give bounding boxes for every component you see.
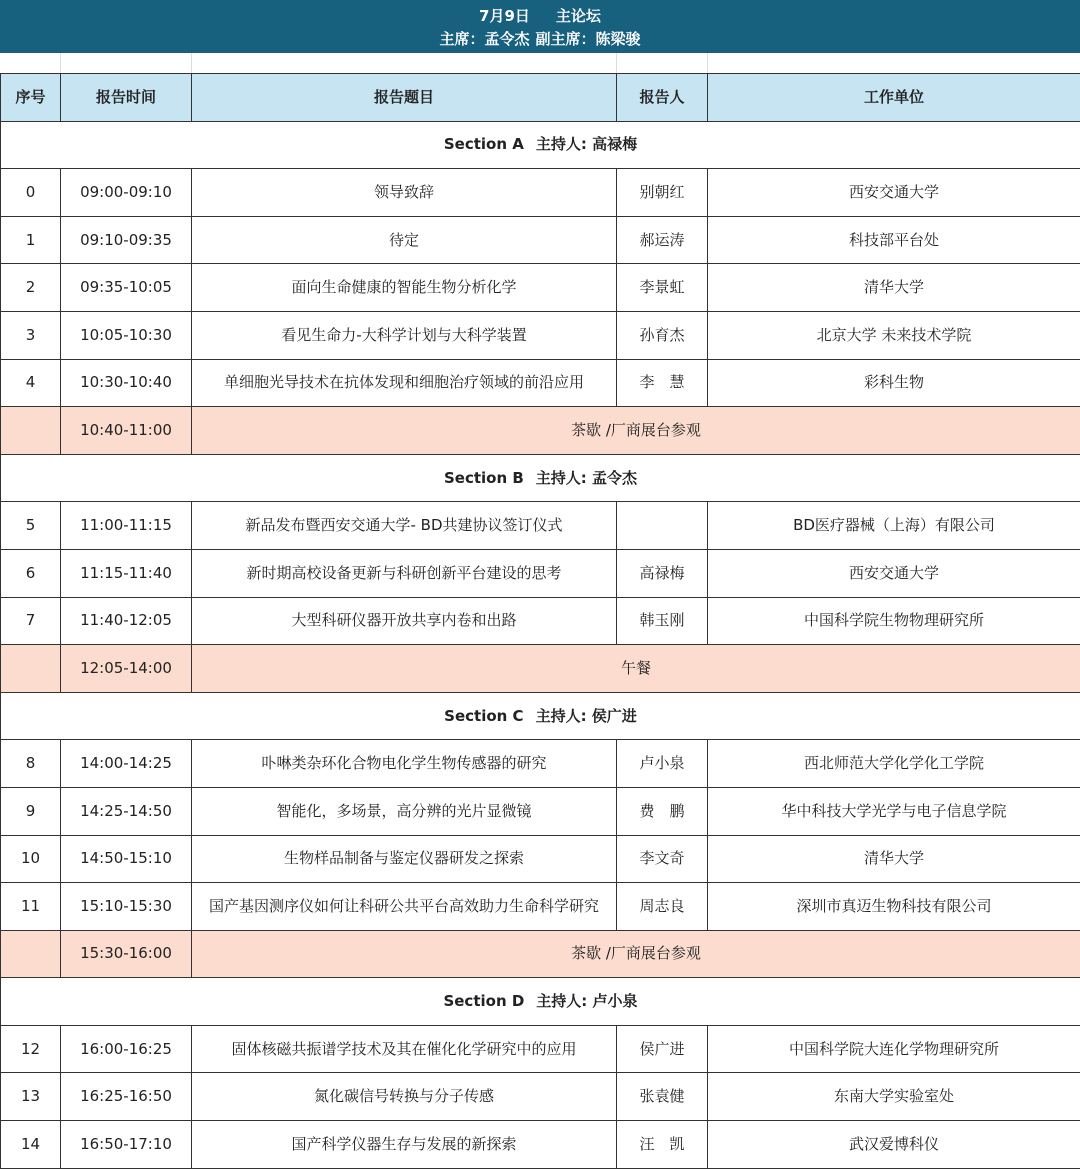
cell-org: 中国科学院生物物理研究所 (708, 597, 1080, 645)
cell-speaker: 韩玉刚 (617, 597, 708, 645)
section-label: Section D (443, 992, 524, 1010)
cell-org: 中国科学院大连化学物理研究所 (708, 1025, 1080, 1073)
section-host: 主持人: 卢小泉 (536, 992, 637, 1010)
cell-speaker: 别朝红 (617, 169, 708, 217)
break-no (1, 407, 61, 455)
section-host: 主持人: 高禄梅 (536, 135, 637, 153)
cell-title: 生物样品制备与鉴定仪器研发之探索 (192, 835, 617, 883)
cell-speaker: 费 鹏 (617, 787, 708, 835)
cell-time: 16:50-17:10 (61, 1121, 192, 1169)
cell-speaker: 孙育杰 (617, 311, 708, 359)
banner-date: 7月9日 (479, 7, 530, 25)
cell-title: 面向生命健康的智能生物分析化学 (192, 264, 617, 312)
cell-speaker: 李文奇 (617, 835, 708, 883)
cell-title: 固体核磁共振谱学技术及其在催化化学研究中的应用 (192, 1025, 617, 1073)
cell-no: 3 (1, 311, 61, 359)
cell-no: 0 (1, 169, 61, 217)
cell-no: 11 (1, 883, 61, 931)
cell-time: 10:05-10:30 (61, 311, 192, 359)
cell-org: 西安交通大学 (708, 549, 1080, 597)
cell-speaker: 李景虹 (617, 264, 708, 312)
break-label: 茶歇 /厂商展台参观 (192, 407, 1080, 455)
header-row (1, 74, 1080, 122)
banner-vice-chair: 副主席：陈梁骏 (536, 30, 641, 48)
cell-time: 11:00-11:15 (61, 502, 192, 550)
break-time: 15:30-16:00 (61, 930, 192, 978)
cell-org: 西北师范大学化学化工学院 (708, 740, 1080, 788)
cell-speaker: 郝运涛 (617, 216, 708, 264)
cell-time: 14:00-14:25 (61, 740, 192, 788)
spacer-row (0, 53, 1080, 74)
break-row (1, 407, 1080, 455)
cell-no: 8 (1, 740, 61, 788)
col-header-org: 工作单位 (708, 74, 1080, 122)
break-no (1, 645, 61, 693)
section-row (1, 454, 1080, 502)
cell-title: 待定 (192, 216, 617, 264)
cell-no: 7 (1, 597, 61, 645)
cell-no: 5 (1, 502, 61, 550)
section-heading (1, 121, 1080, 169)
section-label: Section B (444, 469, 524, 487)
section-heading (1, 978, 1080, 1026)
cell-title: 智能化，多场景，高分辨的光片显微镜 (192, 787, 617, 835)
cell-no: 2 (1, 264, 61, 312)
cell-no: 14 (1, 1121, 61, 1169)
cell-org: 彩科生物 (708, 359, 1080, 407)
cell-no: 6 (1, 549, 61, 597)
cell-no: 4 (1, 359, 61, 407)
cell-title: 大型科研仪器开放共享内卷和出路 (192, 597, 617, 645)
section-row (1, 121, 1080, 169)
cell-title: 国产基因测序仪如何让科研公共平台高效助力生命科学研究 (192, 883, 617, 931)
cell-title: 看见生命力-大科学计划与大科学装置 (192, 311, 617, 359)
table-row (1, 597, 1080, 645)
cell-no: 12 (1, 1025, 61, 1073)
cell-org: BD医疗器械（上海）有限公司 (708, 502, 1080, 550)
cell-time: 11:40-12:05 (61, 597, 192, 645)
cell-title: 新时期高校设备更新与科研创新平台建设的思考 (192, 549, 617, 597)
forum-banner (0, 0, 1080, 53)
cell-time: 11:15-11:40 (61, 549, 192, 597)
cell-speaker: 卢小泉 (617, 740, 708, 788)
cell-speaker: 高禄梅 (617, 549, 708, 597)
cell-title: 领导致辞 (192, 169, 617, 217)
section-heading (1, 692, 1080, 740)
cell-time: 16:00-16:25 (61, 1025, 192, 1073)
table-row (1, 311, 1080, 359)
section-row (1, 692, 1080, 740)
table-row (1, 883, 1080, 931)
table-row (1, 1121, 1080, 1169)
table-row (1, 835, 1080, 883)
col-header-speaker: 报告人 (617, 74, 708, 122)
cell-time: 14:25-14:50 (61, 787, 192, 835)
cell-org: 深圳市真迈生物科技有限公司 (708, 883, 1080, 931)
table-row (1, 264, 1080, 312)
cell-title: 卟啉类杂环化合物电化学生物传感器的研究 (192, 740, 617, 788)
cell-title: 新品发布暨西安交通大学- BD共建协议签订仪式 (192, 502, 617, 550)
cell-speaker: 李 慧 (617, 359, 708, 407)
banner-forum: 主论坛 (556, 7, 601, 25)
cell-no: 13 (1, 1073, 61, 1121)
cell-speaker (617, 502, 708, 550)
section-host: 主持人: 侯广进 (536, 707, 637, 725)
table-row (1, 549, 1080, 597)
col-header-no: 序号 (1, 74, 61, 122)
cell-time: 16:25-16:50 (61, 1073, 192, 1121)
cell-org: 清华大学 (708, 264, 1080, 312)
banner-chair: 主席：孟令杰 (439, 30, 529, 48)
section-heading (1, 454, 1080, 502)
cell-speaker: 汪 凯 (617, 1121, 708, 1169)
cell-title: 单细胞光导技术在抗体发现和细胞治疗领域的前沿应用 (192, 359, 617, 407)
schedule-table (0, 73, 1080, 1169)
table-row (1, 502, 1080, 550)
cell-org: 北京大学 未来技术学院 (708, 311, 1080, 359)
table-row (1, 1025, 1080, 1073)
cell-org: 清华大学 (708, 835, 1080, 883)
cell-org: 武汉爱博科仪 (708, 1121, 1080, 1169)
section-label: Section A (444, 135, 524, 153)
table-row (1, 1073, 1080, 1121)
table-row (1, 787, 1080, 835)
cell-time: 09:00-09:10 (61, 169, 192, 217)
section-row (1, 978, 1080, 1026)
banner-chairs (0, 29, 1080, 49)
break-label: 午餐 (192, 645, 1080, 693)
cell-speaker: 侯广进 (617, 1025, 708, 1073)
break-no (1, 930, 61, 978)
col-header-time: 报告时间 (61, 74, 192, 122)
cell-time: 10:30-10:40 (61, 359, 192, 407)
cell-org: 华中科技大学光学与电子信息学院 (708, 787, 1080, 835)
cell-org: 东南大学实验室处 (708, 1073, 1080, 1121)
cell-no: 9 (1, 787, 61, 835)
cell-time: 09:35-10:05 (61, 264, 192, 312)
cell-org: 科技部平台处 (708, 216, 1080, 264)
break-row (1, 930, 1080, 978)
banner-title (0, 6, 1080, 26)
section-label: Section C (444, 707, 523, 725)
table-row (1, 740, 1080, 788)
table-row (1, 169, 1080, 217)
break-row (1, 645, 1080, 693)
cell-time: 09:10-09:35 (61, 216, 192, 264)
schedule-body (1, 74, 1080, 1169)
table-row (1, 359, 1080, 407)
cell-title: 氮化碳信号转换与分子传感 (192, 1073, 617, 1121)
break-time: 12:05-14:00 (61, 645, 192, 693)
cell-speaker: 周志良 (617, 883, 708, 931)
cell-org: 西安交通大学 (708, 169, 1080, 217)
section-host: 主持人: 孟令杰 (536, 469, 637, 487)
cell-no: 10 (1, 835, 61, 883)
break-label: 茶歇 /厂商展台参观 (192, 930, 1080, 978)
cell-speaker: 张袁健 (617, 1073, 708, 1121)
col-header-title: 报告题目 (192, 74, 617, 122)
table-row (1, 216, 1080, 264)
cell-time: 15:10-15:30 (61, 883, 192, 931)
cell-time: 14:50-15:10 (61, 835, 192, 883)
break-time: 10:40-11:00 (61, 407, 192, 455)
cell-no: 1 (1, 216, 61, 264)
cell-title: 国产科学仪器生存与发展的新探索 (192, 1121, 617, 1169)
